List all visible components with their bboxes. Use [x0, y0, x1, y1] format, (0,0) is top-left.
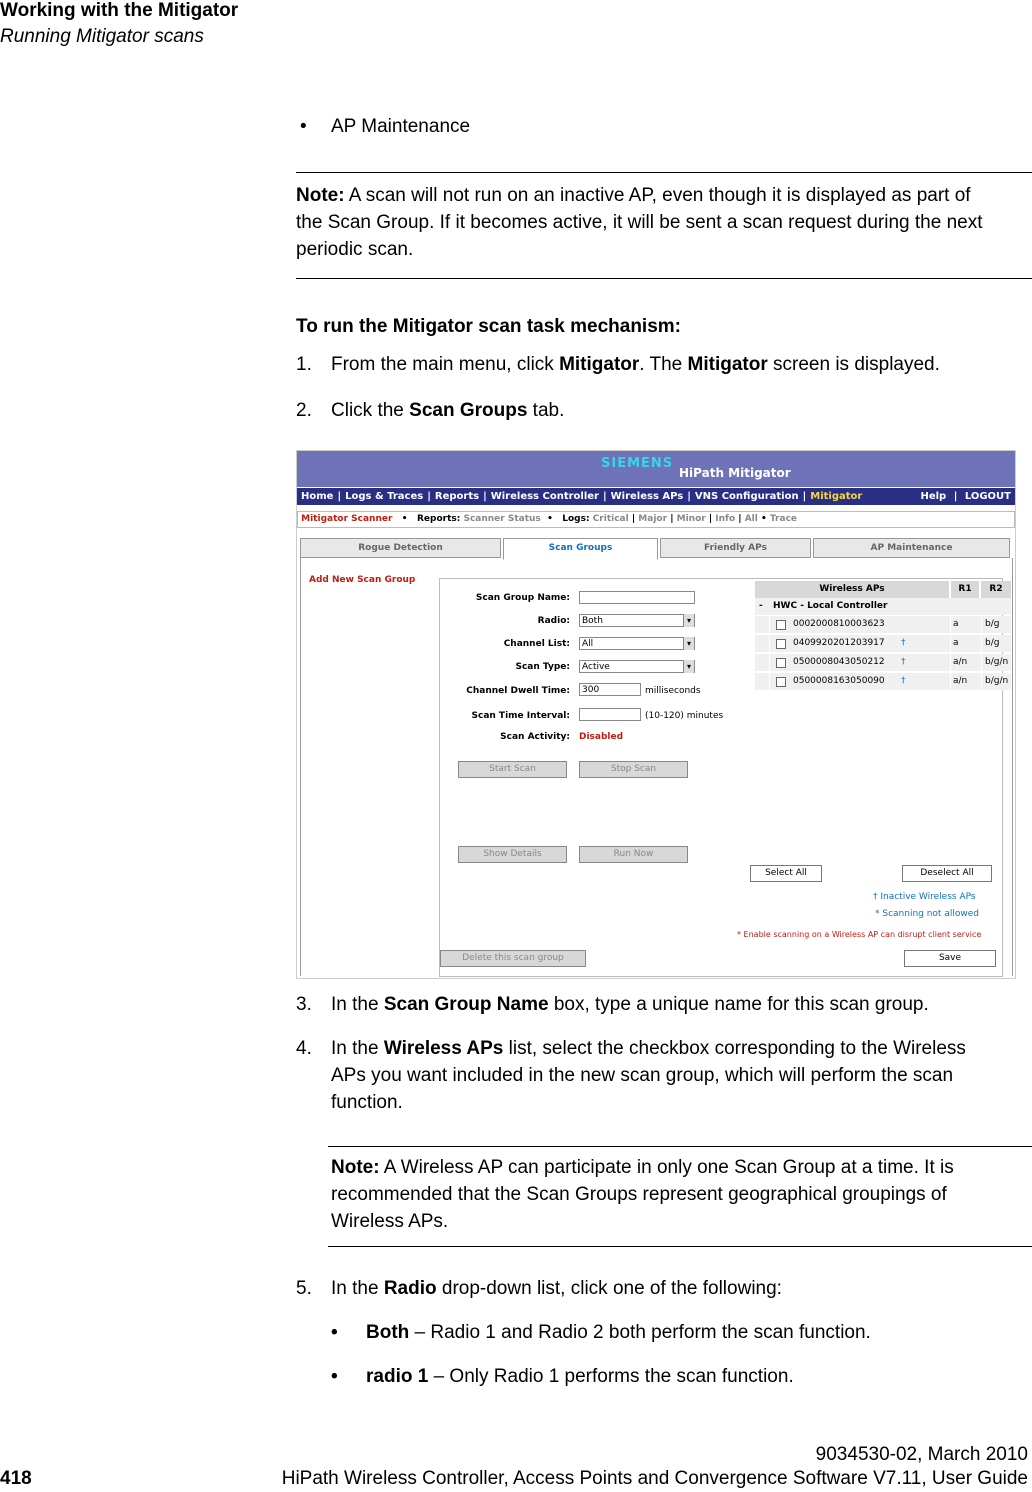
inactive-marker: † — [901, 657, 906, 667]
radio-option-term: Both — [366, 1322, 410, 1343]
ap-group-row — [755, 598, 1011, 615]
step-4 — [331, 1035, 966, 1116]
radio-select[interactable] — [579, 614, 695, 627]
nav-sep: | — [953, 491, 958, 502]
step-3 — [331, 991, 929, 1018]
step-1-post: screen is displayed. — [767, 354, 940, 375]
ap-r1: a/n — [953, 676, 968, 686]
step-4-line3: function. — [331, 1092, 403, 1113]
main-menu — [297, 488, 1015, 505]
step-3-number: 3. — [296, 994, 312, 1015]
ap-checkbox[interactable] — [776, 677, 786, 687]
procedure-title: To run the Mitigator scan task mechanism: — [296, 316, 682, 337]
show-details-button[interactable]: Show Details — [458, 846, 567, 863]
subnav-critical[interactable]: Critical — [592, 514, 629, 524]
scan-activity-label: Scan Activity: — [500, 732, 570, 742]
step-4-line2: APs you want included in the new scan group, which will perform the scan — [331, 1065, 954, 1086]
note1 — [296, 182, 1032, 263]
step-5-bold: Radio — [383, 1278, 437, 1299]
subnav-minor[interactable]: Minor — [676, 514, 706, 524]
note2-rule-bottom — [328, 1246, 1032, 1247]
subnav-dot: • — [547, 514, 553, 524]
scan-activity-value: Disabled — [579, 732, 624, 742]
footer-guide-title: HiPath Wireless Controller, Access Points and Convergence Software V7.11, User Guide — [281, 1468, 1028, 1489]
scan-type-select[interactable] — [579, 660, 695, 673]
legend-warning: * Enable scanning on a Wireless AP can disrupt client service — [737, 930, 982, 939]
step-5-number: 5. — [296, 1278, 312, 1299]
channel-list-label: Channel List: — [503, 639, 570, 649]
subnav-sep: | — [631, 514, 636, 524]
channel-list-select[interactable] — [579, 637, 695, 650]
radio-option-bullet: • — [331, 1322, 338, 1343]
ap-serial: 0500008163050090 — [793, 676, 885, 686]
note-rule-bottom — [296, 278, 1032, 279]
step-5 — [331, 1275, 782, 1302]
mitigator-screenshot — [296, 450, 1016, 979]
step-3-pre: In the — [331, 994, 384, 1015]
subnav-info[interactable]: Info — [715, 514, 736, 524]
sub-menu — [297, 511, 1015, 528]
step-1-pre: From the main menu, click — [331, 354, 560, 375]
product-name: HiPath Mitigator — [679, 466, 791, 480]
ap-table-header-r1: R1 — [951, 581, 979, 598]
inactive-marker: † — [901, 638, 906, 648]
note2-label: Note: — [331, 1157, 380, 1178]
scan-type-value: Active — [582, 662, 610, 672]
tab-ap-maintenance[interactable]: AP Maintenance — [813, 538, 1010, 558]
subnav-dot: • — [761, 514, 767, 524]
step-5-pre: In the — [331, 1278, 384, 1299]
note1-line2: the Scan Group. If it becomes active, it will be sent a scan request during the next — [296, 212, 983, 233]
ap-r2: b/g — [985, 619, 1000, 629]
ap-r2: b/g — [985, 638, 1000, 648]
step-2-post: tab. — [527, 400, 565, 421]
channel-dwell-time-input[interactable] — [579, 683, 641, 696]
radio-label: Radio: — [537, 616, 570, 626]
interval-unit: (10-120) minutes — [645, 711, 724, 721]
nav-wireless-controller[interactable]: Wireless Controller — [490, 491, 599, 502]
ap-r1: a — [953, 638, 959, 648]
ap-row — [755, 654, 1011, 671]
subnav-trace[interactable]: Trace — [769, 514, 798, 524]
subnav-sep: | — [670, 514, 674, 524]
subnav-reports-label: Reports: — [416, 514, 461, 524]
step-3-post: box, type a unique name for this scan group. — [548, 994, 929, 1015]
scan-time-interval-input[interactable] — [579, 708, 641, 721]
ap-serial: 0500008043050212 — [793, 657, 885, 667]
step-1-bold-2: Mitigator — [687, 354, 768, 375]
tab-rogue-detection[interactable]: Rogue Detection — [300, 538, 501, 558]
radio-select-value: Both — [582, 616, 603, 626]
nav-sep: | — [687, 491, 691, 502]
subnav-mitigator-scanner[interactable]: Mitigator Scanner — [301, 514, 393, 524]
start-scan-button[interactable]: Start Scan — [458, 761, 567, 778]
ap-checkbox[interactable] — [776, 639, 786, 649]
nav-mitigator[interactable]: Mitigator — [810, 491, 863, 502]
note-rule-top — [296, 172, 1032, 173]
ap-table-header-r2: R2 — [981, 581, 1011, 598]
subnav-sep: | — [708, 514, 713, 524]
stop-scan-button[interactable]: Stop Scan — [579, 761, 688, 778]
step-2-pre: Click the — [331, 400, 410, 421]
nav-help[interactable]: Help — [920, 491, 947, 502]
save-button[interactable]: Save — [904, 950, 996, 967]
ap-r1: a/n — [953, 657, 968, 667]
subnav-logs-label: Logs: — [562, 514, 590, 524]
page-header-subtitle: Running Mitigator scans — [0, 26, 204, 47]
group-collapse-toggle[interactable]: - — [759, 601, 763, 611]
nav-sep: | — [427, 491, 431, 502]
bullet-marker: • — [300, 116, 307, 137]
step-2-bold: Scan Groups — [409, 400, 528, 421]
siemens-logo: SIEMENS — [601, 456, 674, 471]
subnav-major[interactable]: Major — [638, 514, 668, 524]
note2-line1: A Wireless AP can participate in only one Scan Group at a time. It is — [383, 1157, 954, 1178]
note1-line3: periodic scan. — [296, 239, 414, 260]
nav-wireless-aps[interactable]: Wireless APs — [610, 491, 684, 502]
step-1-number: 1. — [296, 354, 312, 375]
select-all-button[interactable]: Select All — [750, 865, 822, 882]
step-4-number: 4. — [296, 1038, 312, 1059]
scan-time-interval-label: Scan Time Interval: — [471, 711, 570, 721]
nav-logs-traces[interactable]: Logs & Traces — [345, 491, 424, 502]
ap-row — [755, 635, 1011, 652]
deselect-all-button[interactable]: Deselect All — [902, 865, 992, 882]
footer-doc-id: 9034530-02, March 2010 — [815, 1444, 1028, 1465]
inactive-marker: † — [901, 676, 906, 686]
legend-not-allowed: * Scanning not allowed — [875, 909, 979, 919]
mitigator-tabs — [300, 538, 1012, 558]
subnav-dot: • — [401, 514, 408, 524]
page-header-title: Working with the Mitigator — [0, 0, 239, 21]
radio-option-radio1 — [366, 1363, 794, 1390]
nav-reports[interactable]: Reports — [434, 491, 480, 502]
step-2 — [331, 397, 564, 424]
scan-group-name-label: Scan Group Name: — [475, 593, 570, 603]
nav-sep: | — [602, 491, 607, 502]
nav-vns-configuration[interactable]: VNS Configuration — [694, 491, 799, 502]
channel-list-value: All — [582, 639, 594, 649]
ap-row — [755, 616, 1011, 633]
note2-rule-top — [328, 1146, 1032, 1147]
ap-r1: a — [953, 619, 959, 629]
subnav-all[interactable]: All — [744, 514, 758, 524]
ap-checkbox[interactable] — [776, 620, 786, 630]
channel-dwell-time-label: Channel Dwell Time: — [466, 686, 570, 696]
step-4-bold: Wireless APs — [383, 1038, 504, 1059]
note2 — [331, 1154, 954, 1235]
step-4-post: list, select the checkbox corresponding to the Wireless — [503, 1038, 966, 1059]
dwell-unit: milliseconds — [645, 686, 701, 696]
subnav-sep: | — [738, 514, 742, 524]
radio-option-both — [366, 1319, 871, 1346]
ap-r2: b/g/n — [985, 676, 1009, 686]
footer-page-number: 418 — [0, 1468, 32, 1489]
step-1-mid: . The — [639, 354, 688, 375]
radio-option-bullet: • — [331, 1366, 338, 1387]
note1-line1: A scan will not run on an inactive AP, even though it is displayed as part of — [348, 185, 971, 206]
radio-option-term: radio 1 — [366, 1366, 429, 1387]
legend-inactive: † Inactive Wireless APs — [873, 892, 976, 902]
delete-scan-group-button[interactable]: Delete this scan group — [440, 950, 586, 967]
ap-r2: b/g/n — [985, 657, 1009, 667]
note1-label: Note: — [296, 185, 345, 206]
ap-row — [755, 673, 1011, 690]
scan-group-name-input[interactable] — [579, 591, 695, 604]
scan-type-label: Scan Type: — [515, 662, 570, 672]
bullet-ap-maintenance: AP Maintenance — [331, 116, 471, 137]
nav-sep: | — [337, 491, 342, 502]
step-3-bold: Scan Group Name — [383, 994, 549, 1015]
step-1 — [331, 351, 940, 378]
step-1-bold-1: Mitigator — [559, 354, 640, 375]
note2-line2: recommended that the Scan Groups represent geographical groupings of — [331, 1184, 947, 1205]
nav-logout[interactable]: LOGOUT — [964, 491, 1011, 502]
mitigator-banner — [297, 451, 1015, 487]
nav-sep: | — [483, 491, 487, 502]
nav-home[interactable]: Home — [301, 491, 334, 502]
channel-dwell-time-value: 300 — [582, 685, 600, 695]
ap-serial: 0409920201203917 — [793, 638, 885, 648]
ap-group-name: HWC - Local Controller — [773, 601, 888, 611]
nav-sep: | — [802, 491, 807, 502]
add-new-scan-group-link[interactable]: Add New Scan Group — [309, 575, 416, 585]
tab-friendly-aps[interactable]: Friendly APs — [660, 538, 811, 558]
radio-option-desc: – Radio 1 and Radio 2 both perform the scan function. — [409, 1322, 871, 1343]
step-4-pre: In the — [331, 1038, 384, 1059]
run-now-button[interactable]: Run Now — [579, 846, 688, 863]
step-2-number: 2. — [296, 400, 312, 421]
ap-table-header-name: Wireless APs — [755, 581, 949, 598]
note2-line3: Wireless APs. — [331, 1211, 449, 1232]
radio-option-desc: – Only Radio 1 performs the scan function. — [428, 1366, 794, 1387]
step-5-post: drop-down list, click one of the following: — [436, 1278, 782, 1299]
ap-serial: 0002000810003623 — [793, 619, 885, 629]
subnav-scanner-status[interactable]: Scanner Status — [463, 514, 541, 524]
ap-checkbox[interactable] — [776, 658, 786, 668]
tab-scan-groups[interactable]: Scan Groups — [503, 538, 658, 560]
